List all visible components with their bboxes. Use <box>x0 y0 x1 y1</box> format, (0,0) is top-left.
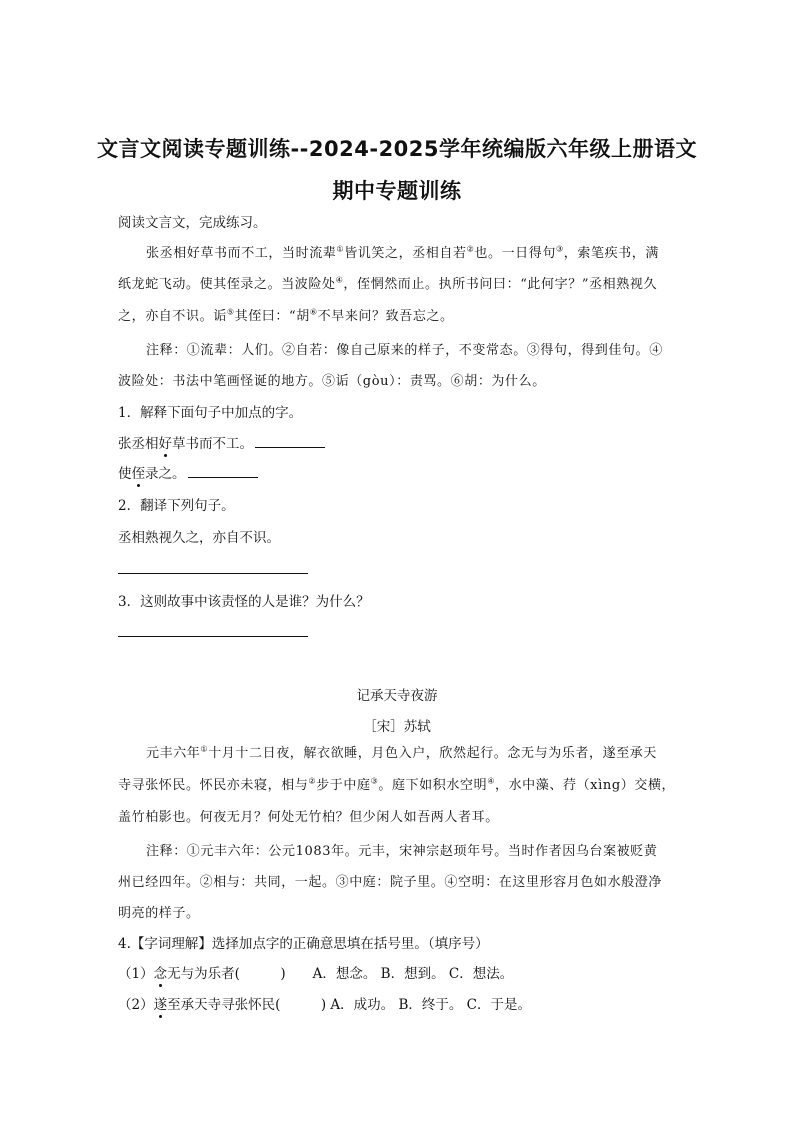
question-4-label: 4.【字词理解】选择加点字的正确意思填在括号里。（填序号） <box>118 936 489 952</box>
note2-line-1: 注释：①元丰六年：公元1083年。元丰，宋神宗赵顼年号。当时作者因乌台案被贬黄 <box>146 844 658 859</box>
answer-blank[interactable] <box>188 463 258 478</box>
answer-line-q2[interactable] <box>118 573 308 574</box>
answer-line-q3[interactable] <box>118 636 308 637</box>
passage2-line-2: 寺寻张怀民。怀民亦未寝，相与②步于中庭③。庭下如积水空明④，水中藻、荇（xìng）交横， <box>118 776 676 793</box>
poem-title: 记承天寺夜游 <box>356 688 438 704</box>
question-1-label: 1．解释下面句子中加点的字。 <box>118 405 303 421</box>
dotted-char: 遂 <box>153 997 168 1013</box>
question-1-sentence-1: 张丞相好草书而不工。 <box>118 433 325 454</box>
title-line-2: 期中专题训练 <box>332 179 462 203</box>
question-3-label: 3．这则故事中该责怪的人是谁？为什么？ <box>118 594 370 610</box>
poem-author: ［宋］苏轼 <box>363 719 431 735</box>
dotted-char: 侄 <box>131 466 145 482</box>
passage1-line-3: 之，亦自不识。诟⑤其侄曰：“胡⑥不早来问？致吾忘之。 <box>118 307 454 324</box>
note1-line-1: 注释：①流辈：人们。②自若：像自己原来的样子，不变常态。③得句，得到佳句。④ <box>146 343 663 358</box>
instruction-text: 阅读文言文，完成练习。 <box>118 215 267 231</box>
question-2-label: 2．翻译下列句子。 <box>118 498 235 514</box>
question-4-item-2: （2）遂至承天寺寻张怀民( ) A．成功。 B．终于。 C．于是。 <box>118 997 531 1013</box>
question-1-sentence-2: 使侄录之。 <box>118 463 258 484</box>
passage2-line-3: 盖竹柏影也。何夜无月？何处无竹柏？但少闲人如吾两人者耳。 <box>118 810 499 825</box>
passage1-line-2: 纸龙蛇飞动。使其侄录之。当波险处④，侄惘然而止。执所书问曰：“此何字？”丞相熟视久 <box>118 275 658 292</box>
note2-line-3: 明亮的样子。 <box>118 906 200 921</box>
note2-line-2: 州已经四年。②相与：共同，一起。③中庭：院子里。④空明：在这里形容月色如水般澄净 <box>118 875 663 890</box>
question-4-item-1: （1）念无与为乐者( ) A．想念。 B．想到。 C．想法。 <box>118 966 514 982</box>
passage1-line-1: 张丞相好草书而不工，当时流辈①皆讥笑之，丞相自若②也。一日得句③，索笔疾书，满 <box>146 244 659 261</box>
dotted-char: 念 <box>153 966 168 982</box>
title-line-1: 文言文阅读专题训练--2024-2025学年统编版六年级上册语文 <box>96 137 698 161</box>
passage2-line-1: 元丰六年①十月十二日夜，解衣欲睡，月色入户，欣然起行。念无与为乐者，遂至承天 <box>146 744 657 761</box>
dotted-char: 好 <box>158 436 172 452</box>
answer-blank[interactable] <box>255 433 325 448</box>
note1-line-2: 波险处：书法中笔画怪诞的地方。⑤诟（gòu）：责骂。⑥胡：为什么。 <box>118 374 546 389</box>
question-2-sentence: 丞相熟视久之，亦自不识。 <box>118 530 280 546</box>
